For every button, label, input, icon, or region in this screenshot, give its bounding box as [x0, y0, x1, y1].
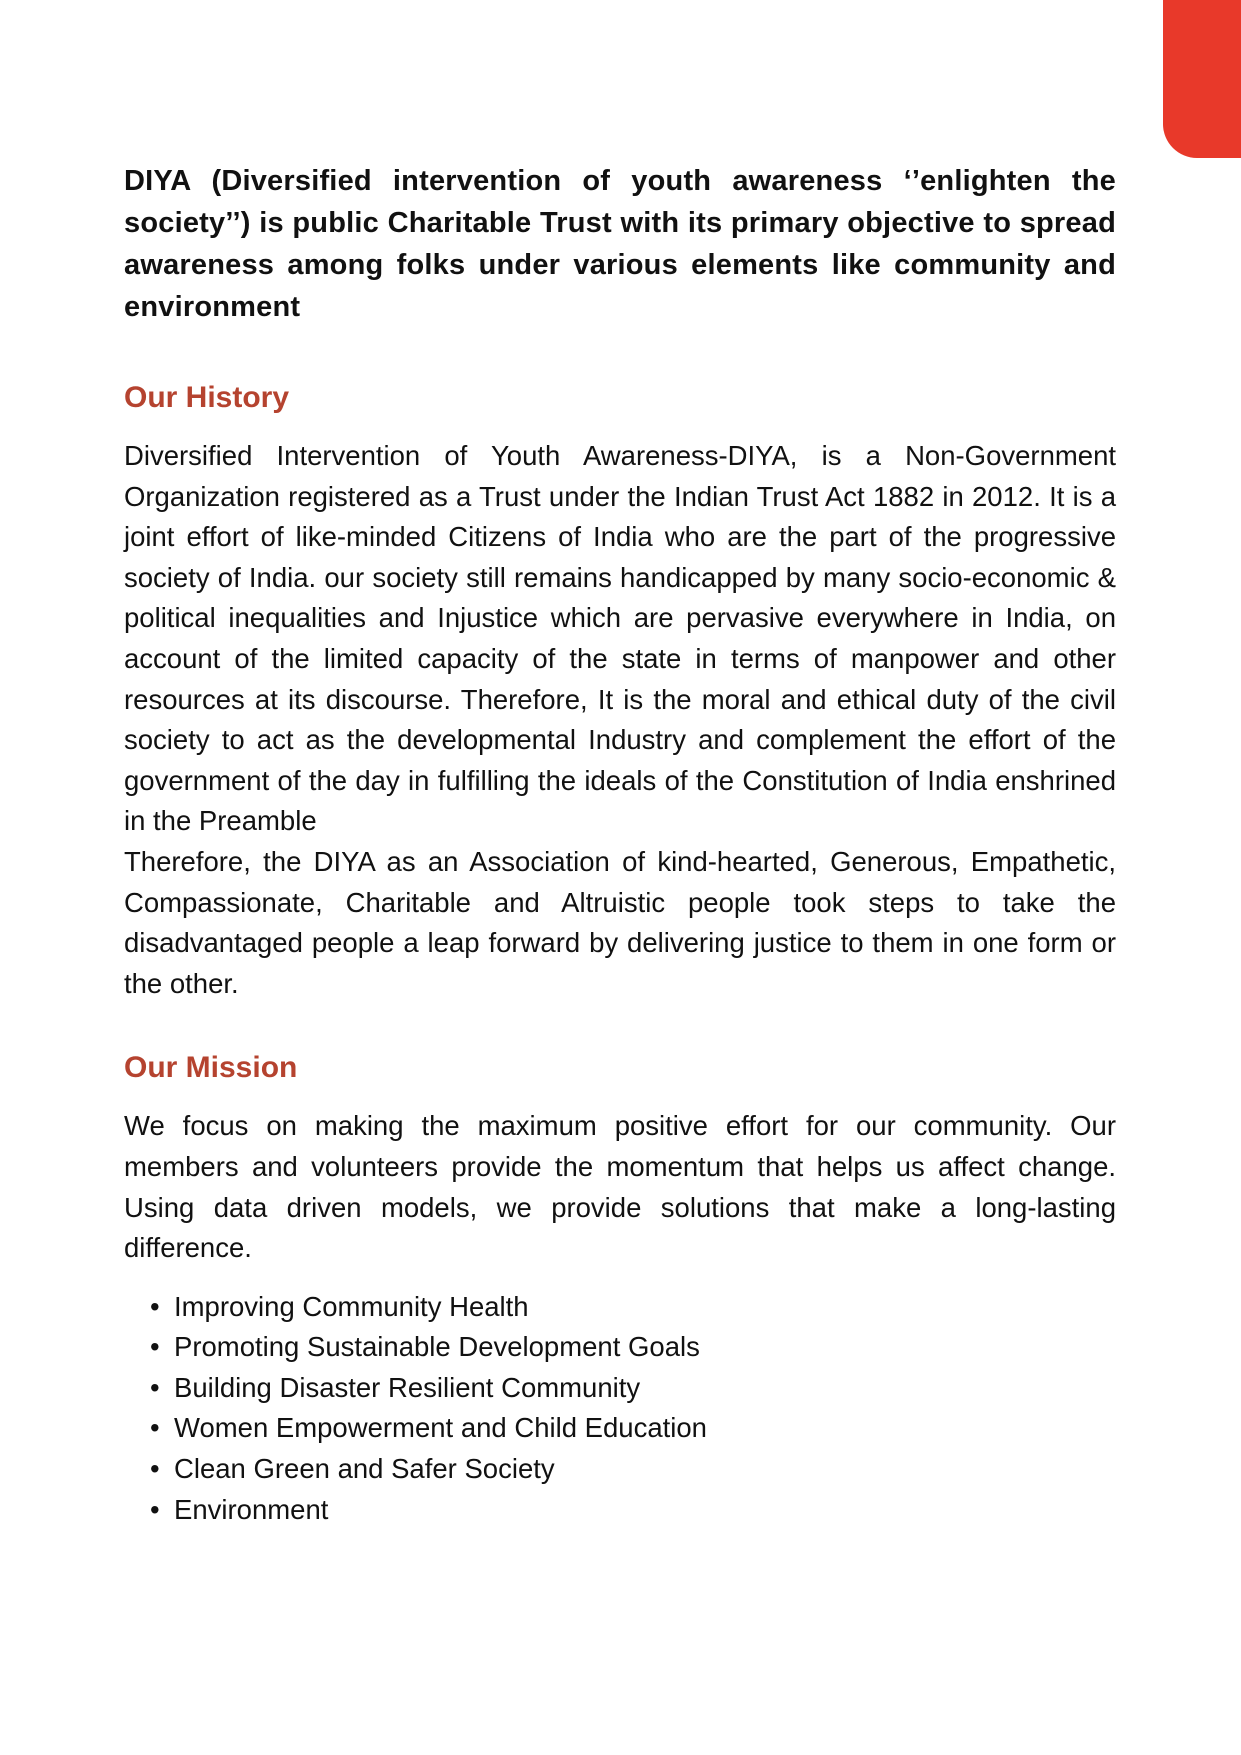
list-item	[124, 1490, 1116, 1531]
history-paragraph-1: Diversified Intervention of Youth Awareness-DIYA, is a Non-Government Organization registered as a Trust under the Indian Trust Act 1882 in 2012. It is a joint effort of like-minded Citizens of India who are the part of the progressive society of India. our society still remains handicapped by many socio-economic & political inequalities and Injustice which are pervasive everywhere in India, on account of the limited capacity of the state in terms of manpower and other resources at its discourse. Therefore, It is the moral and ethical duty of the civil society to act as the developmental Industry and complement the effort of the government of the day in fulfilling the ideals of the Constitution of India enshrined in the Preamble	[124, 440, 1116, 837]
list-item	[124, 1408, 1116, 1449]
list-item-label: Improving Community Health	[174, 1290, 529, 1322]
mission-heading: Our Mission	[124, 1051, 298, 1085]
list-item-label: Environment	[174, 1493, 329, 1525]
list-item	[124, 1449, 1116, 1490]
corner-tab-decoration	[1163, 0, 1241, 158]
history-heading: Our History	[124, 381, 290, 414]
bullet-icon: •	[150, 1331, 160, 1363]
document-page	[124, 160, 1116, 1530]
mission-paragraph: We focus on making the maximum positive effort for our community. Our members and volunteers provide the momentum that helps us affect change. Using data driven models, we provide solutions that make a long-lasting difference.	[124, 1110, 1116, 1264]
list-item-label: Promoting Sustainable Development Goals	[174, 1331, 700, 1363]
bullet-icon: •	[150, 1290, 160, 1322]
history-paragraph-2: Therefore, the DIYA as an Association of kind-hearted, Generous, Empathetic, Compassionate, Charitable and Altruistic people took steps to take the disadvantaged people a leap forward by delivering justice to them in one form or the other.	[124, 845, 1116, 999]
list-item	[124, 1327, 1116, 1368]
mission-goals-list	[124, 1287, 1116, 1531]
list-item	[124, 1287, 1116, 1328]
bullet-icon: •	[150, 1412, 160, 1444]
list-item-label: Women Empowerment and Child Education	[174, 1412, 707, 1444]
bullet-icon: •	[150, 1453, 160, 1485]
bullet-icon: •	[150, 1371, 160, 1403]
list-item	[124, 1368, 1116, 1409]
bullet-icon: •	[150, 1493, 160, 1525]
list-item-label: Clean Green and Safer Society	[174, 1453, 555, 1485]
intro-statement: DIYA (Diversified intervention of youth awareness ‘’enlighten the society’’) is public Charitable Trust with its primary objective to spread awareness among folks under various elements like community and environment	[124, 165, 1116, 323]
list-item-label: Building Disaster Resilient Community	[174, 1371, 641, 1403]
